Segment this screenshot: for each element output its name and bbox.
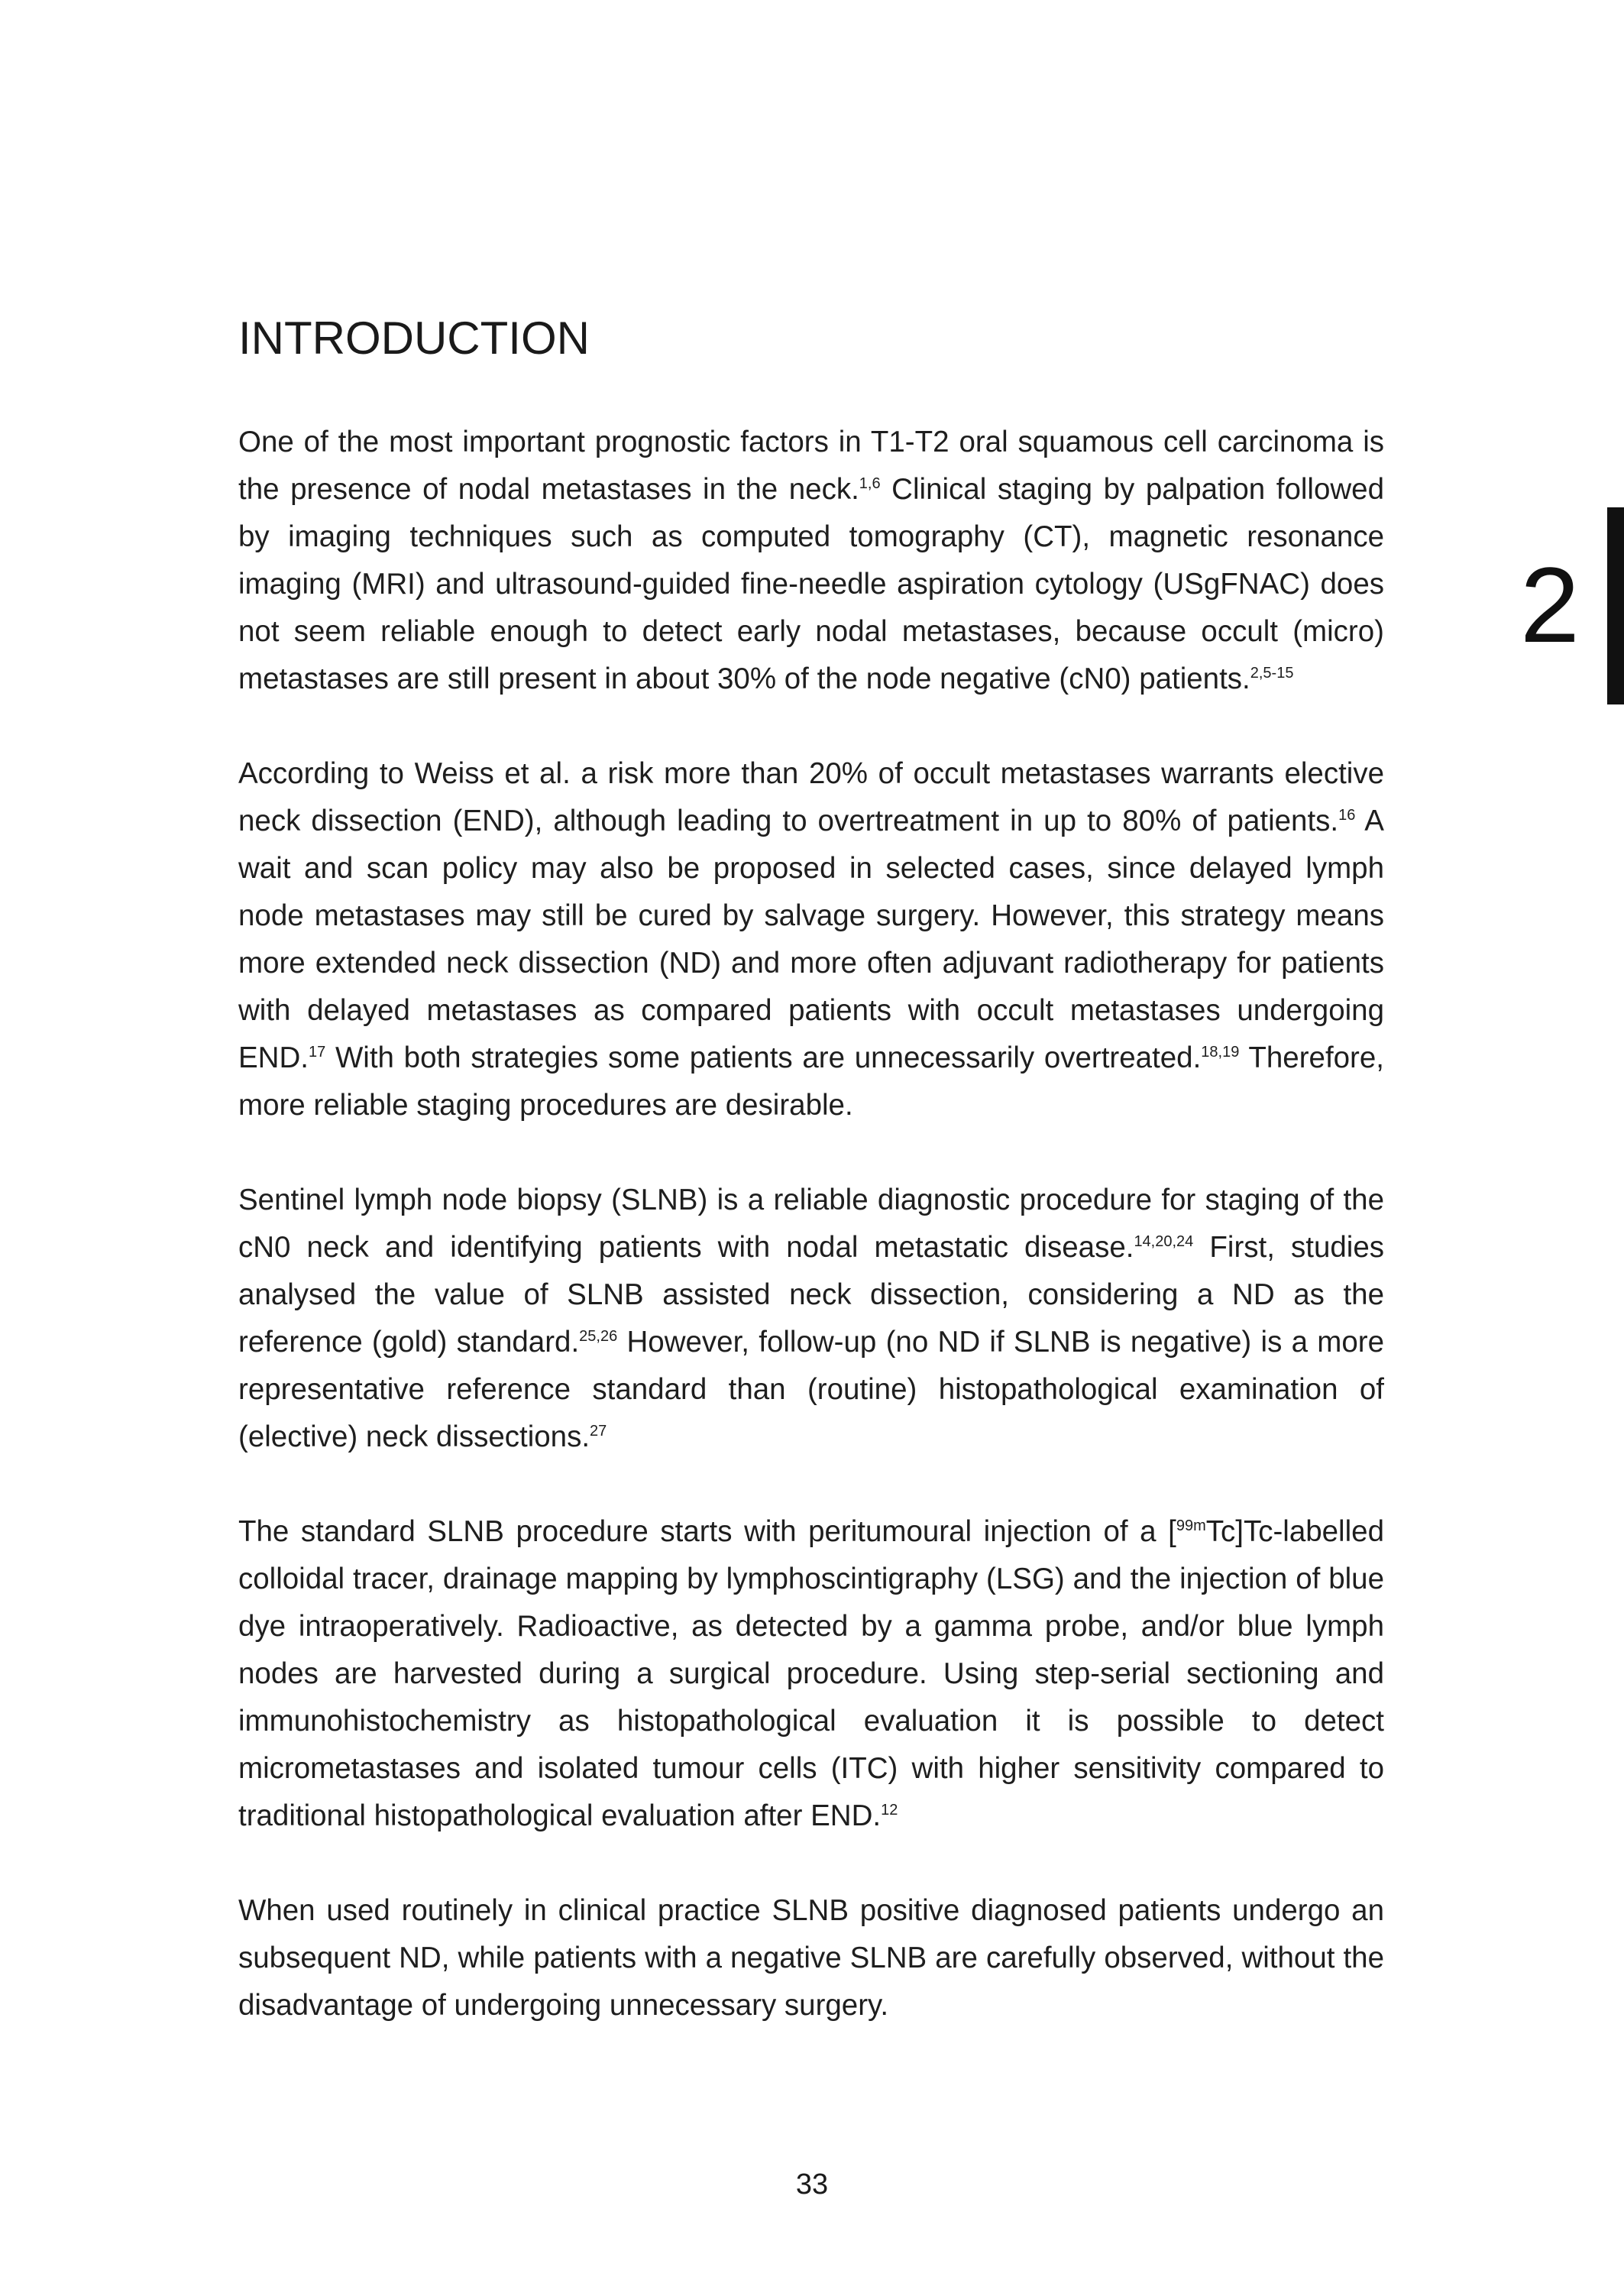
paragraph-text: Clinical staging by palpation followed by imaging techniques such as computed tomography (CT), magnetic resonance imaging (MRI) and ultrasound-guided fine-needle aspiration cytology (USgFNAC) does not seem reliable enough to detect early nodal metastases, because occult (micro) metastases are still present in about 30% of the node negative (cN0) patients. — [238, 473, 1384, 695]
chapter-number: 2 — [1520, 545, 1580, 665]
citation-superscript: 25,26 — [579, 1328, 618, 1346]
paragraph-text: Therefore, more reliable staging procedures are desirable. — [238, 1041, 1384, 1122]
chapter-tab-marker — [1607, 507, 1624, 704]
citation-superscript: 17 — [308, 1044, 326, 1061]
paragraph — [238, 419, 1384, 703]
paragraph — [238, 1177, 1384, 1461]
citation-superscript: 18,19 — [1201, 1044, 1240, 1061]
citation-superscript: 1,6 — [859, 475, 881, 493]
page-number: 33 — [795, 2168, 829, 2201]
citation-superscript: 27 — [590, 1423, 607, 1440]
paragraph-text: Tc]Tc-labelled colloidal tracer, drainage mapping by lymphoscintigraphy (LSG) and the injection of blue dye intraoperatively. Radioactive, as detected by a gamma probe, and/or blue lymph nodes are harvested during a surgical procedure. Using step-serial sectioning and immunohistochemistry as histopathological evaluation it is possible to detect micrometastases and isolated tumour cells (ITC) with higher sensitivity compared to traditional histopathological evaluation after END. — [238, 1515, 1384, 1832]
citation-superscript: 2,5-15 — [1250, 665, 1294, 682]
paragraph-text: However, follow-up (no ND if SLNB is negative) is a more representative reference standard than (routine) histopathological examination of (elective) neck dissections. — [238, 1326, 1384, 1453]
paragraph-text: Sentinel lymph node biopsy (SLNB) is a reliable diagnostic procedure for staging of the cN0 neck and identifying patients with nodal metastatic disease. — [238, 1184, 1384, 1264]
paragraph — [238, 1887, 1384, 2029]
paragraph-text: When used routinely in clinical practice SLNB positive diagnosed patients undergo an subsequent ND, while patients with a negative SLNB are carefully observed, without the disadvantage of undergoing unnecessary surgery. — [238, 1894, 1384, 2022]
paragraph-text: A wait and scan policy may also be proposed in selected cases, since delayed lymph node metastases may still be cured by salvage surgery. However, this strategy means more extended neck dissection (ND) and more often adjuvant radiotherapy for patients with delayed metastases as compared patients with occult metastases undergoing END. — [238, 805, 1384, 1074]
paragraph-text: According to Weiss et al. a risk more than 20% of occult metastases warrants elective neck dissection (END), although leading to overtreatment in up to 80% of patients. — [238, 757, 1384, 837]
citation-superscript: 12 — [881, 1802, 898, 1819]
paragraph-text: With both strategies some patients are unnecessarily overtreated. — [325, 1041, 1202, 1074]
paragraph-text: First, studies analysed the value of SLNB assisted neck dissection, considering a ND as the reference (gold) standard. — [238, 1231, 1384, 1359]
citation-superscript: 99m — [1176, 1517, 1206, 1535]
citation-superscript: 16 — [1338, 807, 1356, 824]
paragraph-text: The standard SLNB procedure starts with peritumoural injection of a [ — [238, 1515, 1176, 1548]
paragraph — [238, 1508, 1384, 1840]
paragraph-text: One of the most important prognostic factors in T1-T2 oral squamous cell carcinoma is the presence of nodal metastases in the neck. — [238, 426, 1384, 506]
section-heading: INTRODUCTION — [238, 313, 590, 364]
body-text — [238, 419, 1384, 2077]
citation-superscript: 14,20,24 — [1134, 1233, 1194, 1251]
paragraph — [238, 750, 1384, 1129]
